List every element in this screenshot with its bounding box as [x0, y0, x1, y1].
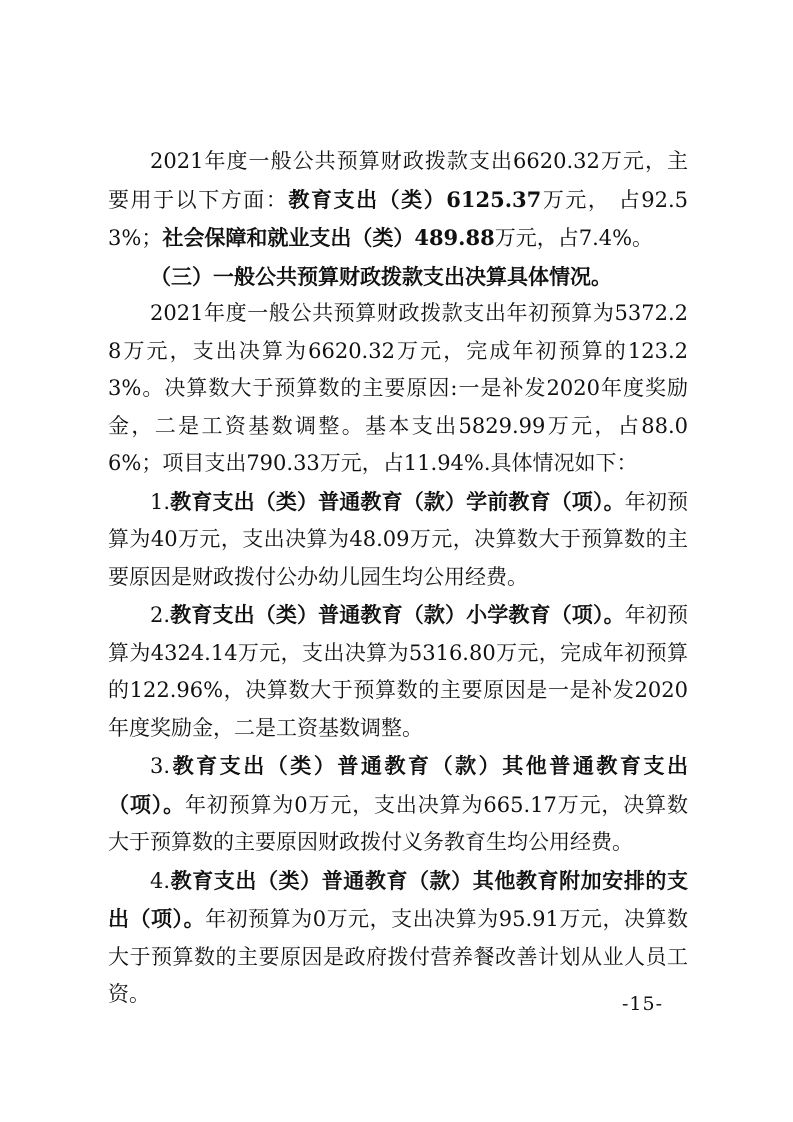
summary-education-share: 万元， 占92.53%； — [108, 187, 689, 250]
section-heading — [108, 258, 688, 296]
document-body — [108, 143, 688, 1014]
page-number: -15- — [622, 993, 664, 1015]
item-2-number: 2. — [150, 603, 171, 627]
summary-education-label: 教育支出（类）6125.37 — [288, 186, 542, 212]
paragraph-item-2 — [108, 596, 688, 747]
item-3-number: 3. — [150, 754, 171, 778]
item-2-text: 年初预算为4324.14万元，支出决算为5316.80万元，完成年初预算的122.96%，决算数大于预算数的主要原因是一是补发2020年度奖励金，二是工资基数调整。 — [108, 603, 689, 740]
item-1-title: 教育支出（类）普通教育（款）学前教育（项）。 — [170, 488, 625, 514]
summary-social-label: 社会保障和就业支出（类）489.88 — [162, 225, 495, 250]
paragraph-item-4 — [108, 862, 688, 1014]
item-4-number: 4. — [150, 868, 171, 893]
item-3-title: 教育支出（类）普通教育（款）其他普通教育支出（项）。 — [108, 753, 688, 817]
paragraph-item-3 — [108, 747, 688, 862]
paragraph-summary — [108, 143, 688, 258]
item-1-number: 1. — [150, 489, 171, 514]
paragraph-overview — [108, 295, 688, 483]
section-heading-text: （三）一般公共预算财政拨款支出决算具体情况。 — [150, 263, 612, 289]
item-3-text: 年初预算为0万元，支出决算为665.17万元，决算数大于预算数的主要原因财政拨付义务教育生均公用经费。 — [108, 792, 689, 854]
overview-text: 2021年度一般公共预算财政拨款支出年初预算为5372.28万元，支出决算为6620.32万元，完成年初预算的123.23%。决算数大于预算数的主要原因:一是补发2020年度奖励金，二是工资基数调整。基本支出5829.99万元，占88.06%；项目支出790.33万元，占11.94%.具体情况如下： — [108, 301, 688, 475]
item-1-text: 年初预算为40万元，支出决算为48.09万元，决算数大于预算数的主要原因是财政拨付公办幼儿园生均公用经费。 — [108, 489, 689, 589]
item-4-text: 年初预算为0万元，支出决算为95.91万元，决算数大于预算数的主要原因是政府拨付营养餐改善计划从业人员工资。 — [108, 907, 688, 1006]
item-2-title: 教育支出（类）普通教育（款）小学教育（项）。 — [170, 602, 625, 627]
summary-intro-text: 2021年度一般公共预算财政拨款支出6620.32万元，主要用于以下方面： — [108, 149, 688, 212]
paragraph-item-1 — [108, 483, 688, 597]
summary-social-share: 万元，占7.4%。 — [494, 226, 654, 250]
item-4-title: 教育支出（类）普通教育（款）其他教育附加安排的支出（项）。 — [108, 867, 688, 931]
